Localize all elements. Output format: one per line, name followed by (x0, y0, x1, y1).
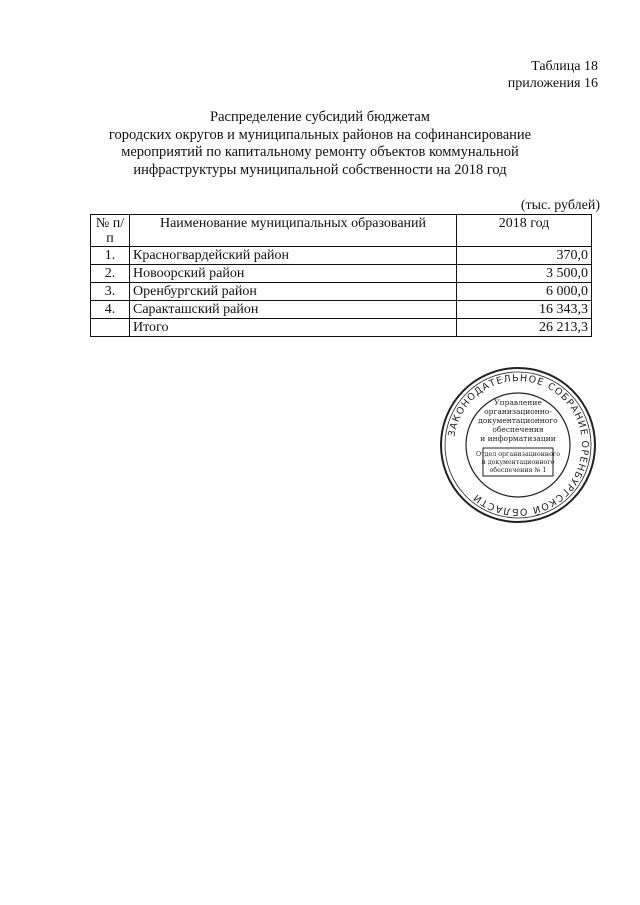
svg-text:и документационного: и документационного (481, 459, 555, 466)
svg-text:и информатизации: и информатизации (480, 434, 556, 443)
title-line-2: городских округов и муниципальных районов на софинансирование (108, 126, 532, 143)
table-header-row (91, 215, 592, 247)
row-num: 3. (91, 283, 130, 301)
table-caption (508, 58, 598, 92)
row-name: Красногвардейский район (130, 247, 457, 265)
row-num: 1. (91, 247, 130, 265)
row-name: Оренбургский район (130, 283, 457, 301)
title-line-1: Распределение субсидий бюджетам (210, 109, 430, 125)
header-name: Наименование муниципальных образований (130, 215, 457, 247)
table-row (91, 247, 592, 265)
table-row (91, 301, 592, 319)
unit-label: (тыс. рублей) (520, 198, 600, 213)
svg-text:ЗАКОНОДАТЕЛЬНОЕ СОБРАНИЕ ОРЕНБ: ЗАКОНОДАТЕЛЬНОЕ СОБРАНИЕ ОРЕНБУРГСКОЙ ОБЛАСТИ (446, 372, 591, 518)
table-row (91, 283, 592, 301)
row-value: 6 000,0 (457, 283, 592, 301)
svg-text:обеспечения № 1: обеспечения № 1 (489, 467, 547, 474)
table-row (91, 265, 592, 283)
title-line-3: мероприятий по капитальному ремонту объектов коммунальной (121, 144, 519, 160)
caption-table-number: Таблица 18 (531, 59, 598, 74)
total-row (91, 319, 592, 337)
svg-text:Отдел организационного: Отдел организационного (475, 451, 561, 458)
total-num (91, 319, 130, 337)
official-seal-stamp (438, 365, 598, 525)
subsidy-table (90, 214, 592, 337)
header-num: № п/п (91, 215, 130, 247)
row-name: Саракташский район (130, 301, 457, 319)
svg-text:Управление: Управление (494, 398, 542, 407)
svg-text:документационного: документационного (478, 416, 558, 425)
svg-text:организационно-: организационно- (484, 407, 552, 416)
total-label: Итого (130, 319, 457, 337)
header-value: 2018 год (457, 215, 592, 247)
row-value: 16 343,3 (457, 301, 592, 319)
document-title (100, 109, 540, 179)
row-value: 3 500,0 (457, 265, 592, 283)
row-num: 4. (91, 301, 130, 319)
caption-appendix: приложения 16 (507, 76, 598, 91)
row-num: 2. (91, 265, 130, 283)
row-name: Новоорский район (130, 265, 457, 283)
svg-text:обеспечения: обеспечения (492, 425, 544, 434)
row-value: 370,0 (457, 247, 592, 265)
title-line-4: инфраструктуры муниципальной собственности на 2018 год (133, 161, 507, 178)
total-value: 26 213,3 (457, 319, 592, 337)
